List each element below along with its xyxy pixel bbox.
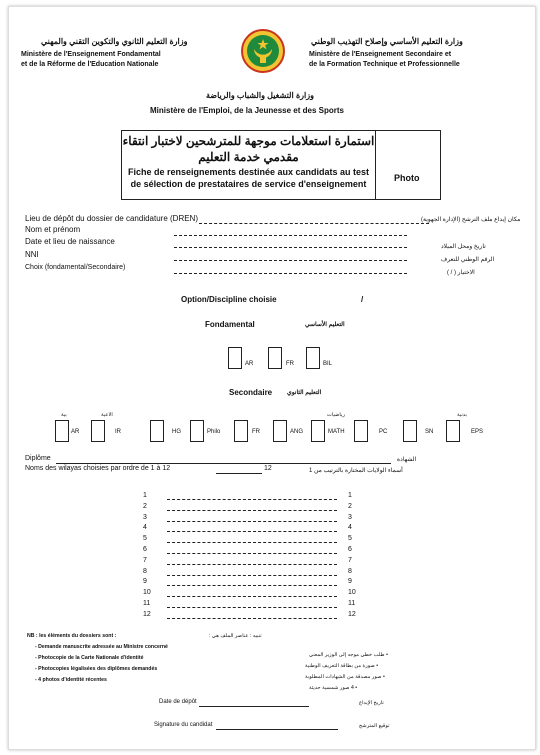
note-item-fr-3: - Photocopies légalisées des diplômes demandés xyxy=(35,666,158,672)
nom-input[interactable] xyxy=(174,235,407,236)
title-fr-2: de sélection de prestataires de service d'enseignement xyxy=(130,179,367,189)
wilayas-label-ar: أسماء الولايات المختارة بالترتيب من 1 xyxy=(309,468,403,474)
ministry-fondamental-fr-1: Ministère de l'Enseignement Fondamental xyxy=(21,51,161,58)
depot-label-ar: مكان إيداع ملف الترشح (الإدارة الجهوية) xyxy=(421,217,521,223)
wilaya-input-5[interactable] xyxy=(167,542,337,543)
sec-option-ir: IR xyxy=(115,429,121,435)
depot-input[interactable] xyxy=(199,223,429,224)
wilaya-number-right: 7 xyxy=(348,556,352,564)
sec-option-eps: EPS xyxy=(471,429,484,435)
sec-option-ar: AR xyxy=(71,429,80,435)
wilayas-label-fr: Noms des wilayas choisies par ordre de 1 à 12 xyxy=(25,465,171,472)
signature-label-fr: Signature du candidat xyxy=(154,722,213,728)
checkbox-sec-math[interactable] xyxy=(311,420,325,442)
checkbox-sec-ang[interactable] xyxy=(273,420,287,442)
option-slash: / xyxy=(361,295,364,304)
form-title-box xyxy=(121,130,441,200)
secondaire-heading-ar: التعليم الثانوي xyxy=(287,390,322,396)
checkbox-sec-eps[interactable] xyxy=(446,420,460,442)
wilaya-number-right: 10 xyxy=(348,589,356,597)
national-emblem-icon xyxy=(241,29,285,73)
wilaya-number-right: 11 xyxy=(348,600,356,607)
checkbox-sec-pc[interactable] xyxy=(354,420,368,442)
ministry-secondary-ar: وزارة التعليم الثانوي والتكوين التقني والمهني xyxy=(41,37,188,46)
wilaya-number-right: 6 xyxy=(348,546,352,553)
wilaya-number-left: 11 xyxy=(143,600,151,607)
naissance-input[interactable] xyxy=(174,247,407,248)
sec-option-hg: HG xyxy=(172,429,181,435)
wilayas-range-line xyxy=(216,473,262,474)
sec-option-fr: FR xyxy=(252,429,260,435)
fondamental-heading-fr: Fondamental xyxy=(205,320,255,329)
signature-label-ar: توقيع المترشح xyxy=(359,723,390,729)
wilaya-input-8[interactable] xyxy=(167,575,337,576)
note-item-ar-4: • 4 صور شمسية حديثة xyxy=(309,685,358,691)
sec-ar-label-2: الاعية xyxy=(101,412,113,418)
diplome-label-ar: الشهادة xyxy=(397,457,417,463)
notes-heading-fr: NB : les éléments du dossiers sont : xyxy=(27,633,117,639)
title-fr-1: Fiche de renseignements destinée aux candidats au test xyxy=(127,167,370,177)
diplome-label-fr: Diplôme xyxy=(25,455,51,462)
ministry-fondamental-ar: وزارة التعليم الأساسي وإصلاح التهذيب الوطني xyxy=(311,37,463,46)
wilaya-input-9[interactable] xyxy=(167,585,337,586)
note-item-fr-1: - Demande manuscrite adressée au Ministre concerné xyxy=(35,644,168,650)
sec-option-math: MATH xyxy=(328,429,345,435)
sec-ar-label-4: بدنية xyxy=(457,412,467,418)
wilayas-max-number: 12 xyxy=(264,465,272,472)
wilaya-number-right: 2 xyxy=(348,502,352,510)
wilaya-number-right: 12 xyxy=(348,610,356,618)
ministry-secondary-fr-1: Ministère de l'Enseignement Secondaire et xyxy=(309,51,452,58)
wilaya-number-left: 9 xyxy=(143,578,147,586)
checkbox-sec-ar[interactable] xyxy=(55,420,69,442)
sec-option-philo: Philo xyxy=(207,429,221,435)
wilaya-input-7[interactable] xyxy=(167,564,337,565)
checkbox-sec-ir[interactable] xyxy=(91,420,105,442)
checkbox-sec-hg[interactable] xyxy=(150,420,164,442)
wilaya-input-6[interactable] xyxy=(167,553,337,554)
wilaya-number-left: 6 xyxy=(143,546,147,553)
ministry-emploi-ar: وزارة التشغيل والشباب والرياضة xyxy=(206,91,314,100)
wilaya-number-left: 7 xyxy=(143,556,147,564)
wilaya-input-10[interactable] xyxy=(167,596,337,597)
naissance-label-ar: تاريخ ومحل الميلاد xyxy=(441,244,486,250)
option-heading: Option/Discipline choisie xyxy=(181,295,277,304)
checkbox-sec-fr[interactable] xyxy=(234,420,248,442)
wilaya-input-3[interactable] xyxy=(167,521,337,522)
note-item-ar-3: • صور مصدقة من الشهادات المطلوبة xyxy=(305,674,385,680)
note-item-ar-2: • صورة من بطاقة التعريف الوطنية xyxy=(305,663,379,669)
wilaya-input-12[interactable] xyxy=(167,618,337,619)
wilaya-number-right: 4 xyxy=(348,524,352,532)
ministry-secondary-fr-2: de la Formation Technique et Professionnelle xyxy=(309,61,460,68)
choix-input[interactable] xyxy=(174,273,407,274)
depot-label-fr: Lieu de dépôt du dossier de candidature (DREN) xyxy=(25,214,198,223)
wilaya-number-left: 5 xyxy=(143,535,147,543)
choix-label-ar: الاختيار ( / ) xyxy=(447,270,475,276)
fond-option-ar: AR xyxy=(245,361,254,367)
title-ar-1: استمارة استعلامات موجهة للمترشحين لاختبار انتقاء xyxy=(122,134,375,148)
sec-option-sn: SN xyxy=(425,429,434,435)
wilaya-input-1[interactable] xyxy=(167,499,337,500)
wilaya-number-left: 12 xyxy=(143,610,151,618)
wilaya-input-4[interactable] xyxy=(167,531,337,532)
fondamental-heading-ar: التعليم الأساسي xyxy=(305,322,345,328)
wilaya-number-left: 10 xyxy=(143,589,151,597)
checkbox-sec-sn[interactable] xyxy=(403,420,417,442)
wilaya-number-right: 5 xyxy=(348,535,352,543)
application-form-page xyxy=(8,6,536,750)
note-item-fr-4: - 4 photos d'identité récentes xyxy=(35,677,107,683)
fond-option-bil: BIL xyxy=(323,361,333,367)
wilaya-number-left: 1 xyxy=(143,492,147,499)
secondaire-heading-fr: Secondaire xyxy=(229,388,273,397)
fond-option-fr: FR xyxy=(286,361,294,367)
wilaya-input-2[interactable] xyxy=(167,510,337,511)
nni-input[interactable] xyxy=(174,260,407,261)
ministry-fondamental-fr-2: et de la Réforme de l'Education Nationale xyxy=(21,61,159,68)
naissance-label-fr: Date et lieu de naissance xyxy=(25,237,115,246)
wilaya-number-right: 3 xyxy=(348,513,352,521)
checkbox-sec-philo[interactable] xyxy=(190,420,204,442)
checkbox-fond-ar[interactable] xyxy=(228,347,242,369)
title-ar-2: مقدمي خدمة التعليم xyxy=(198,150,299,164)
nni-label-ar: الرقم الوطني للتعرف xyxy=(441,257,495,263)
checkbox-fond-bil[interactable] xyxy=(306,347,320,369)
ministry-emploi-fr: Ministère de l'Emploi, de la Jeunesse et des Sports xyxy=(150,106,344,115)
date-depot-label-ar: تاريخ الإيداع xyxy=(359,700,384,706)
sec-ar-label-3: رياضيات xyxy=(327,412,345,418)
nom-label-fr: Nom et prénom xyxy=(25,225,81,234)
wilaya-number-right: 1 xyxy=(348,492,352,499)
sec-option-ang: ANG xyxy=(290,429,304,435)
wilaya-number-right: 8 xyxy=(348,567,352,575)
checkbox-fond-fr[interactable] xyxy=(268,347,282,369)
wilaya-number-left: 4 xyxy=(143,524,147,532)
wilaya-number-left: 2 xyxy=(143,502,147,510)
wilaya-number-left: 3 xyxy=(143,513,147,521)
signature-input[interactable] xyxy=(216,729,338,730)
note-item-ar-1: • طلب خطي موجه إلى الوزير المعني xyxy=(309,652,388,658)
date-depot-label-fr: Date de dépôt xyxy=(159,699,197,705)
wilaya-number-right: 9 xyxy=(348,578,352,586)
diplome-input[interactable] xyxy=(56,463,391,464)
wilaya-number-left: 8 xyxy=(143,567,147,575)
nni-label-fr: NNI xyxy=(25,250,39,259)
sec-option-pc: PC xyxy=(379,429,388,435)
notes-heading-ar: تنبيه : عناصر الملف هي : xyxy=(209,633,262,639)
photo-placeholder: Photo xyxy=(394,173,420,183)
choix-label-fr: Choix (fondamental/Secondaire) xyxy=(25,264,126,271)
sec-ar-label-1: بية xyxy=(61,412,67,418)
date-depot-input[interactable] xyxy=(199,706,309,707)
wilaya-input-11[interactable] xyxy=(167,607,337,608)
note-item-fr-2: - Photocopie de la Carte Nationale d'identité xyxy=(35,655,144,661)
